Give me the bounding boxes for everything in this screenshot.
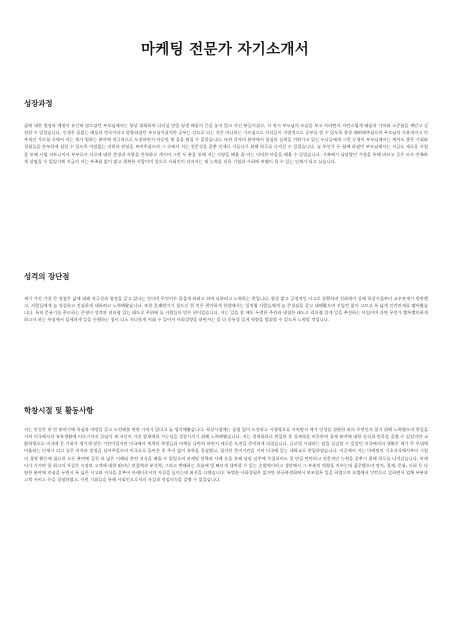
section-growth xyxy=(24,98,428,166)
section-heading: 학창시절 및 활동사항 xyxy=(24,406,94,415)
section-heading: 성격의 장단점 xyxy=(24,272,70,281)
section-heading: 성장과정 xyxy=(24,99,53,108)
section-personality xyxy=(24,271,428,325)
section-body: 저는 인성은 한 번 분야기에 욕심과 야망을 갖고 도전해볼 만한 가치가 있다고 늘 생각해왔습니다. 학창시절에는 품업 없이 도전하고 시행착오를 거치면서 제가 인성을 결판한 외의 무엇인지 찾기 위해 노력했으며 편입을 거쳐 미국에서의 유학생활에 이르기까지 끊임이 제 자신이 가진 잠재력과 가능성을 성장시키기 위해 노력해왔습니다. 저는 경제학과로 편입한 후 경제학을 비롯한여 경제 분야에 대한 상식과 안목을 갖출 수 있었지만 교환학생으로 미국에 갈 기회가 생기게 많은 기간이었지만 미국에서 세계의 학생들과 어깨를 나란히 하면서 새로운 도전을 준비하게 되었습니다. 글로벌 시대라는 말을 실감할 수 있었던 미국에서의 생활은 제가 큰 무대에 어울리는 인재가 되고 싶은 의욕과 열정을 심어주었으며 미국으로 돌아온 후 주저 없이 유학을 결심했고, 철저한 준비기간을 거쳐 미국에 있는 대학교로 편입하였습니다. 이곳에서 저는 마케팅의 기초지식에서부터 기업의 경영 활동에 필요한 모든 분야에 걸친 폭 넓은 이해와 관련 지식을 배울 수 있었으며 마케팅 전략과 사례 등을 통해 당당 실무에 투입되어도 될 만큼 탄탄하고 전문적인 능력을 갖추기 위해 하루를 다져갔습니다. 마케터가 가져야 할 최고의 자질은 시장과 고객에 대한 뛰어난 관찰력과 분석력, 그리고 변해하는 흐름에 빌 빠르게 대처할 수 있는 순발력이라고 생각해서 그 부분의 역량을 키우는데 집중했으며 정치, 경제, 문화, 사회 등 다양한 분야에 관심을 두면서 폭 넓은 시고와 지식을 갖추어 마케터로서의 자질을 높이는데 최선을 다했습니다. 특별한 사회경험은 없지만 한국학생회에서 보조업무 일을 하였으며 호텔에서 인턴으로 일하면서 업체 부분과 고객 서비스 등을 경험하였고, 이런 기회들을 통해 사회인으로서의 자질과 적임의식을 갖출 수 있었습니다. xyxy=(24,428,428,484)
section-body: 제가 가진 가장 큰 장점은 삶에 대해 적극성과 열정을 갖고 있다는 것이며 무엇이든 즐겁게 하려고 하며 다하려고 노력하는 편입니다. 항상 밝고 긍정적인 사고로 상황하며 친화력이 강해 학창시절부터 교우관계가 원만했고, 사람들에게 늘 성실하고 진실하게 대하려고 노력해왔습니다. 또한 흔쾌받기가 힘드신 한 것은 편안하게 한발에서는 일처럼 사람들에게 늘 존경심을 갖고 대해왔으며 선입견 없이 고르고 폭 넓게 인간관계를 맺어왔습니다. 특히 문뮤기를 주도하는 큰형이 성격과 리더쉽 있는 태도로 주위에 늘 사람들이 많은 편이었습니다. 저는 일을 할 때도 두렷한 주관과 냉철한 태도로 리더쉽 있게 일을 추진하는 타입이며 다만 무언가 빨뚜빨미하게 하고자 하는 욕심에서 섬세하게 일을 진행하는 점이 다소 자다롭게 비춰 수 있어서 사회성향을 하면서는 좀 더 융통성 있게 역량을 발휘할 수 있도록 노력할 것입니다. xyxy=(24,297,428,324)
document-title: 마케팅 전문가 자기소개서 xyxy=(140,42,310,58)
section-school-activities xyxy=(24,405,428,484)
section-body: 삶에 대한 열정과 애정이 유난히 많으셨던 부모님께서는 항상 대화하며 다녀실 만큼 평생 배움의 끈을 놓지 않고 사신 분들이셨고, 저 역시 부모님의 모습을 보고 자라면서 자연스럽게 배움의 가치와 소중함을 깨닫고 실천할 수 있었습니다. 인생은 끝없는 배움의 연속이라고 말씀하셨던 부모님이셨지만 공부는 강요로 되는 것은 아니라는 가르침으로 자녀들이 자발적으로 공부를 할 수 있도록 항상 배려해주셨으며 부모님의 자율적이고 민주적인 가르침 속에서 저는 제가 원하는 분야에 적극적으로 도전하면서 마음껏 제 꿈을 펼칠 수 있었습니다. 또한 각자의 분야에서 열심히 실력을 키워가고 있는 누나들에게 그런 동생이 부모님께서는 계셔도 좋은 기회와 경험들을 풍부하게 접할 수 있도록 아낌없는 지원과 관심을 보여주셨으며 그 속에서 저는 전문성을 갖춘 인재로 거듭나기 위해 하루를 다져갈 수 있었습니다. 늘 무언가 든 함께 하셨던 부모님께서는 지금도 새로운 사업을 통해 사업 파트너이자 부부로서 서로에 대한 존경과 사랑을 간직하고 계시며 그런 두 분을 통해 저는 사랑을 배울 줄 아는 넉넉한 마음을 배울 수 있었습니다. 가족에가 남달랐던 가정을 통해 바르고 곧은 모두 풍족하게 살핌을 수 있었기에 지금의 저는 부족함 없이 밝고 행복한 사람이며 앞으로 사회인이 되어서는 제 능력을 더욱 기업과 사회에 보탬이 될 수 있는 인재가 되고 싶습니다. xyxy=(24,124,428,165)
